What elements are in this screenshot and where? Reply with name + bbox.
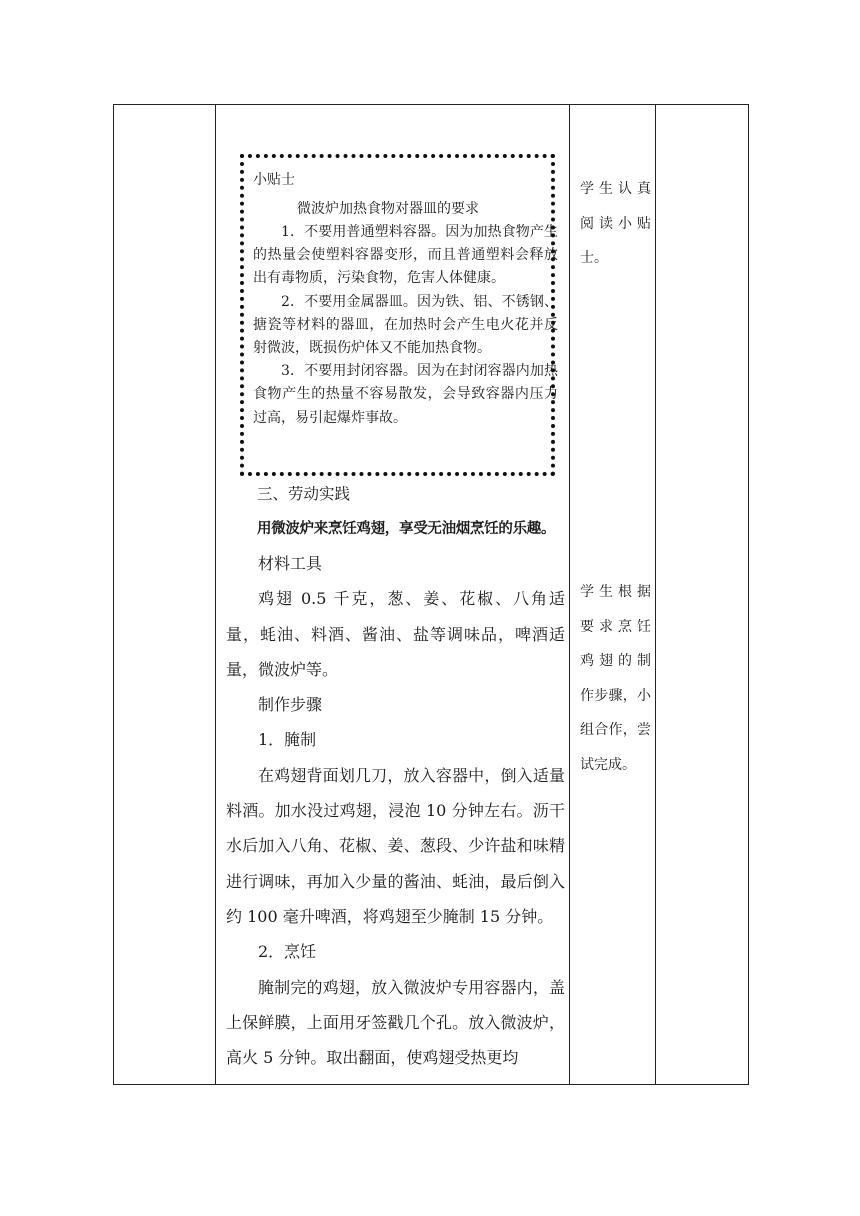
section-heading: 三、劳动实践 (257, 485, 351, 503)
tip-title: 微波炉加热食物对器皿的要求 (297, 201, 479, 217)
table-col-border-1 (113, 104, 114, 1085)
materials-heading: 材料工具 (258, 554, 323, 573)
side-note-line: 鸡翅的制 (580, 653, 651, 669)
side-note-line: 作步骤，小 (580, 687, 651, 704)
step-1-heading: 1．腌制 (258, 730, 317, 750)
section-intro: 用微波炉来烹饪鸡翅，享受无油烟烹饪的乐趣。 (257, 521, 556, 537)
side-note-reading (580, 172, 651, 276)
step-2-text: 腌制完的鸡翅，放入微波炉专用容器内，盖上保鲜膜，上面用牙签戳几个孔。放入微波炉，高火 5 分钟。取出翻面，使鸡翅受热更均 (226, 977, 565, 1068)
tip-body (253, 221, 558, 430)
table-col-border-5 (748, 104, 749, 1085)
tip-paragraph: 2．不要用金属器皿。因为铁、铝、不锈钢、搪瓷等材料的器皿，在加热时会产生电火花并反射微波，既损伤炉体又不能加热食物。 (253, 293, 558, 357)
step-2-heading: 2．烹饪 (258, 942, 317, 962)
step-1-text: 在鸡翅背面划几刀，放入容器中，倒入适量料酒。加水没过鸡翅，浸泡 10 分钟左右。沥干水后加入八角、花椒、姜、葱段、少许盐和味精进行调味，再加入少量的酱油、蚝油，最后倒入约 100 毫升啤酒，将鸡翅至少腌制 15 分钟。 (226, 765, 565, 926)
side-note-line: 试完成。 (580, 756, 636, 773)
steps-heading: 制作步骤 (258, 695, 323, 715)
table-top-border (113, 104, 749, 105)
side-note-line: 组合作，尝 (580, 722, 651, 738)
tip-paragraph: 1．不要用普通塑料容器。因为加热食物产生的热量会使塑料容器变形，而且普通塑料会释放出有毒物质，污染食物，危害人体健康。 (253, 224, 558, 287)
table-col-border-4 (655, 104, 656, 1085)
side-note-line: 士。 (580, 250, 608, 266)
side-note-practice (580, 575, 651, 782)
section-body (226, 546, 565, 1075)
side-note-line: 阅读小贴 (580, 215, 651, 232)
side-note-line: 学生认真 (580, 181, 651, 197)
table-col-border-2 (215, 104, 216, 1085)
side-note-line: 要求烹饪 (580, 618, 651, 635)
materials-text: 鸡翅 0.5 千克，葱、姜、花椒、八角适量，蚝油、料酒、酱油、盐等调味品，啤酒适量，微波炉等。 (226, 589, 565, 679)
side-note-line: 学生根据 (580, 584, 651, 600)
table-bottom-border (113, 1084, 749, 1085)
table-col-border-3 (569, 104, 570, 1085)
tip-paragraph: 3．不要用封闭容器。因为在封闭容器内加热食物产生的热量不容易散发，会导致容器内压力过高，易引起爆炸事故。 (253, 363, 558, 426)
tip-heading: 小贴士 (253, 172, 295, 188)
